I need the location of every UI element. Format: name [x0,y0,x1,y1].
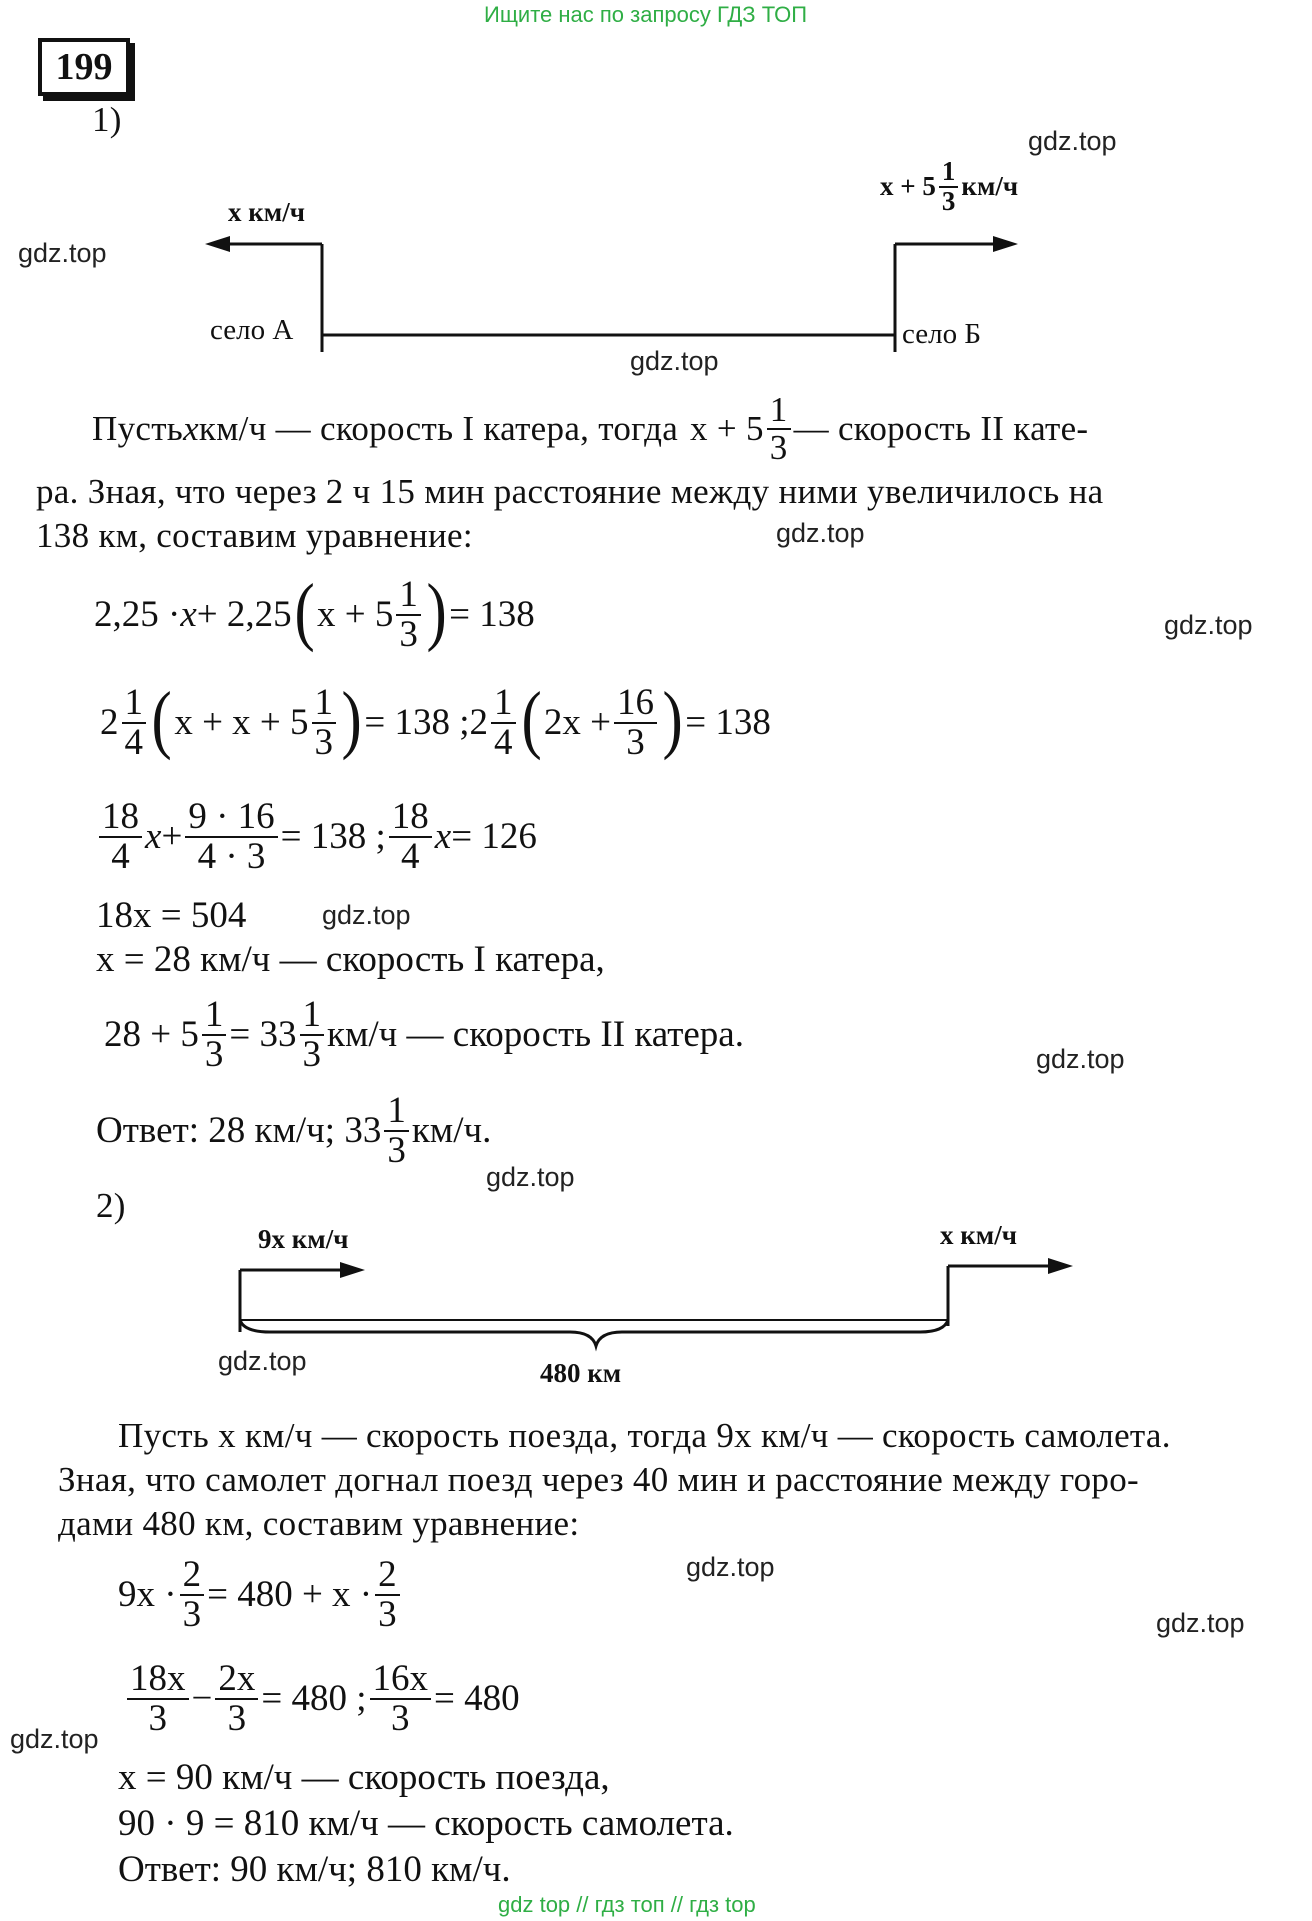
problem-number: 199 [38,38,130,96]
part2-diagram [0,1240,1312,1370]
eq2-den3: 4 [494,721,513,763]
p2eq2-minus: − [191,1678,213,1720]
eq6-d2: 3 [302,1033,321,1075]
eq6-n1: 1 [202,996,227,1036]
boat2-speed-num: 1 [939,158,959,188]
eq1-num: 1 [396,576,421,616]
ans1-num: 1 [384,1092,409,1132]
part2-eq3: x = 90 км/ч — скорость поезда, [118,1757,610,1798]
part2-line2: Зная, что самолет догнал поезд через 40 мин и расстояние между горо- [58,1460,1139,1499]
part1-line2: ра. Зная, что через 2 ч 15 мин расстояние между ними увеличилось на [36,472,1104,511]
watermark: gdz.top [686,1552,775,1582]
p2eq1-n2: 2 [375,1556,400,1596]
part2-eq1 [118,1556,403,1633]
part1-label: 1) [92,100,122,139]
part1-answer [96,1092,491,1169]
eq2-n4: 16 [614,684,657,724]
watermark: gdz.top [18,238,107,268]
distance-label: 480 км [540,1358,622,1388]
p2eq2-c: = 480 [434,1678,520,1720]
intro-a: Пусть [92,408,184,448]
part2-eq4: 90 · 9 = 810 км/ч — скорость самолета. [118,1803,734,1844]
paren-open: ( [151,676,172,761]
part1-intro [92,392,1088,465]
boat2-speed [880,158,1018,215]
village-b-label: село Б [902,318,981,350]
part1-eq4: 18x = 504 [96,895,247,936]
part1-eq3 [96,798,537,875]
boat2-speed-prefix: x + 5 [880,171,936,202]
intro-x: x [183,408,199,448]
p2eq2-n2: 2x [215,1660,258,1700]
part1-eq2 [100,676,771,763]
part2-label: 2) [96,1186,126,1225]
intro-d: — скорость II кате- [793,408,1089,448]
distance-brace [240,1320,948,1346]
ans1-den: 3 [387,1129,406,1171]
eq6-d1: 3 [204,1033,224,1075]
boat2-speed-den: 3 [941,185,956,216]
ans1-b: км/ч. [411,1110,492,1152]
part1-line3: 138 км, составим уравнение: [36,516,473,555]
train-speed: x км/ч [940,1220,1017,1250]
p2eq2-n3: 16x [370,1660,432,1700]
boat1-arrow-head [205,236,230,252]
eq3-x: x [145,816,162,858]
eq2-d2: 3 [314,721,334,763]
part2-eq2 [124,1660,520,1737]
p2eq1-a: 9x · [118,1574,177,1616]
boat2-arrow-head [993,236,1018,252]
watermark: gdz.top [1164,610,1253,640]
eq1-x: x [180,594,197,636]
watermark: gdz.top [630,346,719,376]
eq2-rhs2: = 138 [685,702,771,744]
eq6-a: 28 + 5 [104,1014,199,1056]
eq3-n3: 18 [389,798,432,838]
boat2-speed-unit: км/ч [961,171,1019,202]
eq1-b: + 2,25 [196,594,292,636]
p2eq2-d2: 3 [227,1697,247,1739]
p2eq2-b: = 480 ; [261,1678,367,1720]
eq1-rhs: = 138 [449,594,535,636]
eq2-d4: 3 [626,721,645,763]
eq6-n2: 1 [300,996,325,1036]
eq2-w: 2 [100,702,119,744]
eq3-d3: 4 [401,835,420,877]
intro-num: 1 [767,392,791,430]
top-banner: Ищите нас по запросу ГДЗ ТОП [484,2,808,27]
eq6-b: = 33 [229,1014,297,1056]
paren-open: ( [294,568,315,653]
eq2-a: x + x + 5 [174,702,309,744]
part1-eq6 [104,996,744,1073]
eq2-num: 1 [122,684,147,724]
eq2-rhs: = 138 ; [364,702,470,744]
part1-eq1 [94,568,535,655]
eq2-den: 4 [124,721,143,763]
part2-answer: Ответ: 90 км/ч; 810 км/ч. [118,1849,511,1890]
part2-line1: Пусть x км/ч — скорость поезда, тогда 9x км/ч — скорость самолета. [118,1416,1171,1455]
watermark: gdz.top [218,1346,307,1376]
p2eq1-n1: 2 [180,1556,205,1596]
eq3-x2: x [434,816,452,858]
train-arrow-head [1048,1258,1073,1274]
boat1-speed: x км/ч [228,197,305,227]
eq3-plus: + [161,816,183,858]
plane-arrow-head [340,1262,365,1278]
intro-c: x + 5 [690,408,764,448]
ans1-a: Ответ: 28 км/ч; 33 [96,1110,382,1152]
watermark: gdz.top [1028,126,1117,156]
watermark: gdz.top [776,518,865,548]
eq6-c: км/ч — скорость II катера. [327,1014,744,1056]
watermark: gdz.top [486,1162,575,1192]
eq3-n2: 9 · 16 [185,798,277,838]
p2eq2-d3: 3 [391,1697,410,1739]
p2eq2-n1: 18x [127,1660,189,1700]
watermark: gdz.top [1156,1608,1245,1638]
intro-b: км/ч — скорость I катера, тогда [198,408,679,448]
paren-open: ( [521,676,542,761]
intro-den: 3 [769,427,788,467]
eq1-a: 2,25 · [94,594,181,636]
paren-close: ) [341,676,362,761]
eq3-d1: 4 [111,835,130,877]
paren-close: ) [662,676,683,761]
eq3-rhs: = 138 ; [280,816,386,858]
eq2-b: 2x + [543,702,611,744]
eq2-w2: 2 [469,702,489,744]
watermark: gdz.top [322,900,411,930]
plane-speed: 9x км/ч [258,1224,349,1254]
village-a-label: село А [210,314,294,346]
eq1-c: x + 5 [316,594,394,636]
p2eq1-d2: 3 [378,1593,397,1635]
eq3-n1: 18 [99,798,142,838]
eq2-num3: 1 [491,684,516,724]
p2eq1-b: = 480 + x · [207,1574,373,1616]
eq3-rhs2: = 126 [451,816,537,858]
p2eq1-d1: 3 [182,1593,202,1635]
watermark: gdz.top [1036,1044,1125,1074]
footer-links: gdz top // гдз топ // гдз top [498,1892,756,1917]
p2eq2-d1: 3 [148,1697,167,1739]
eq2-n2: 1 [312,684,337,724]
part2-line3: дами 480 км, составим уравнение: [58,1504,580,1543]
part1-eq5: x = 28 км/ч — скорость I катера, [96,939,605,980]
watermark: gdz.top [10,1724,99,1754]
paren-close: ) [426,568,447,653]
eq3-d2: 4 · 3 [197,835,266,877]
eq1-den: 3 [399,613,418,655]
